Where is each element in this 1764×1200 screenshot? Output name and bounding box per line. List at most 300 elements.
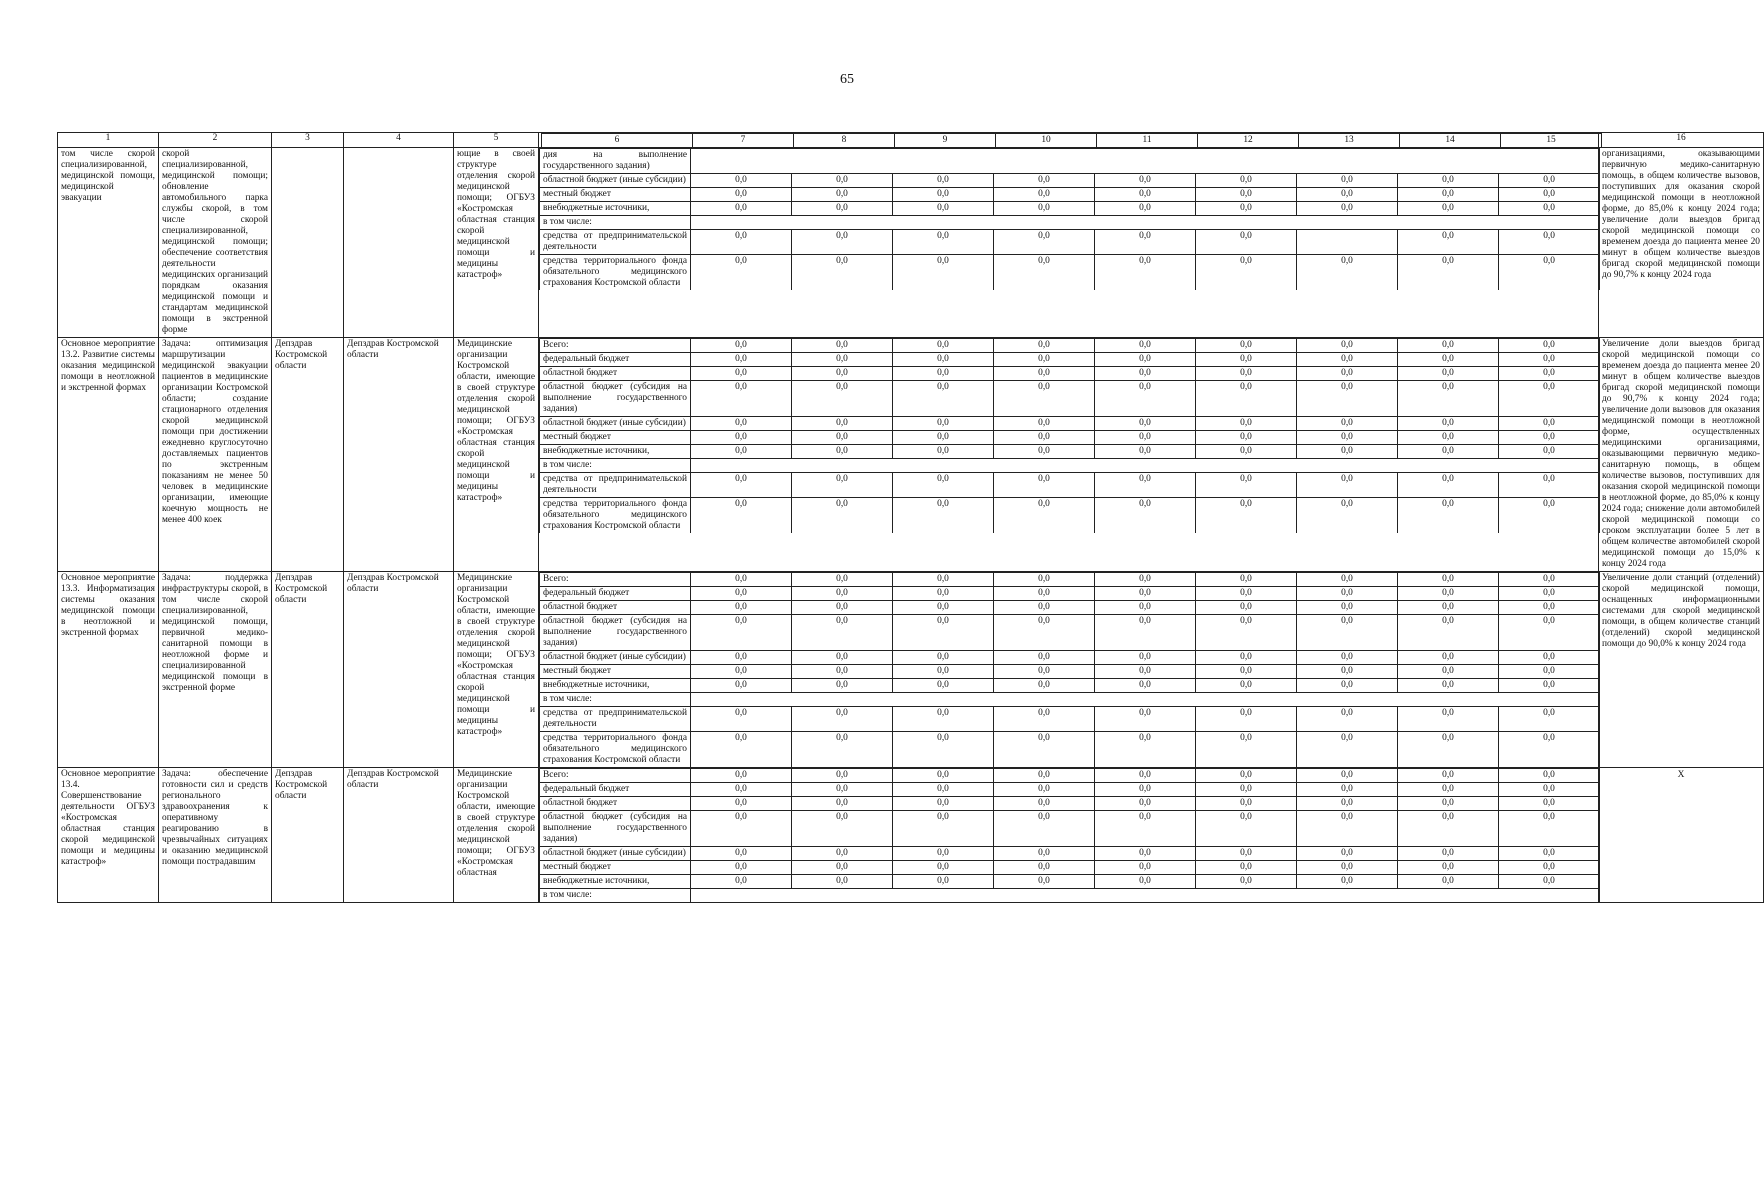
funding-value: 0,0 [994,202,1095,216]
funding-value [1297,230,1398,255]
funding-value: 0,0 [691,732,792,768]
funding-value: 0,0 [1095,861,1196,875]
funding-empty-cell [691,216,1600,230]
funding-value: 0,0 [1398,769,1499,783]
funding-value: 0,0 [893,679,994,693]
funding-source-label: местный бюджет [540,188,691,202]
funding-cell [539,338,1599,572]
funding-value: 0,0 [1499,417,1600,431]
funding-value: 0,0 [994,811,1095,847]
funding-row [540,769,1600,783]
funding-value: 0,0 [1297,769,1398,783]
funding-value: 0,0 [1297,847,1398,861]
funding-value: 0,0 [1499,601,1600,615]
column-number-group [539,133,1599,148]
funding-value: 0,0 [792,573,893,587]
funding-value: 0,0 [893,255,994,291]
funding-row [540,202,1600,216]
funding-value: 0,0 [792,445,893,459]
funding-value: 0,0 [1095,601,1196,615]
funding-value: 0,0 [994,573,1095,587]
funding-row [540,587,1600,601]
funding-value: 0,0 [792,651,893,665]
funding-value: 0,0 [1095,811,1196,847]
funding-value: 0,0 [1297,651,1398,665]
funding-value: 0,0 [1499,875,1600,889]
funding-value: 0,0 [792,797,893,811]
funding-value: 0,0 [1398,339,1499,353]
funding-row [540,797,1600,811]
funding-value: 0,0 [1499,445,1600,459]
measure-name-cell: том числе скорой специализированной, медицинской помощи, медицинской эвакуации [58,148,159,338]
funding-value: 0,0 [1297,707,1398,732]
funding-value: 0,0 [1095,615,1196,651]
funding-source-label: местный бюджет [540,431,691,445]
funding-value: 0,0 [893,707,994,732]
funding-value: 0,0 [691,783,792,797]
funding-value: 0,0 [792,381,893,417]
funding-value: 0,0 [1499,651,1600,665]
funding-value: 0,0 [994,783,1095,797]
funding-value: 0,0 [1499,473,1600,498]
funding-value: 0,0 [792,339,893,353]
funding-value: 0,0 [1398,188,1499,202]
funding-value: 0,0 [1196,445,1297,459]
funding-source-label: местный бюджет [540,861,691,875]
funding-value: 0,0 [1095,367,1196,381]
column-number: 14 [1400,134,1501,148]
funding-value: 0,0 [792,230,893,255]
funding-value: 0,0 [1398,811,1499,847]
funding-source-label: Всего: [540,573,691,587]
funding-value: 0,0 [1297,473,1398,498]
funding-empty-cell [691,149,1600,174]
funding-value: 0,0 [792,601,893,615]
funding-source-label: средства от предпринимательской деятельности [540,230,691,255]
funding-value: 0,0 [1398,255,1499,291]
funding-source-label: в том числе: [540,693,691,707]
funding-value: 0,0 [1095,473,1196,498]
funding-row [540,431,1600,445]
funding-row [540,216,1600,230]
funding-value: 0,0 [691,665,792,679]
funding-source-label: внебюджетные источники, [540,445,691,459]
funding-value: 0,0 [792,783,893,797]
funding-value: 0,0 [691,445,792,459]
column-number: 1 [58,133,159,148]
funding-value: 0,0 [893,381,994,417]
funding-row [540,811,1600,847]
task-cell: скорой специализированной, медицинской помощи; обновление автомобильного парка службы скорой, в том числе скорой специализированной, медицинской помощи; обеспечение соответствия деятельности медицинских организаций порядкам оказания медицинской помощи и стандартам медицинской помощи в экстренной форме [159,148,272,338]
funding-value: 0,0 [691,875,792,889]
funding-value: 0,0 [691,679,792,693]
funding-value: 0,0 [994,498,1095,534]
funding-value: 0,0 [1095,847,1196,861]
funding-value: 0,0 [1196,353,1297,367]
funding-value: 0,0 [994,353,1095,367]
funding-value: 0,0 [994,174,1095,188]
funding-row [540,445,1600,459]
funding-value: 0,0 [1196,861,1297,875]
funding-value: 0,0 [1297,601,1398,615]
funding-source-label: в том числе: [540,459,691,473]
funding-row [540,381,1600,417]
funding-value: 0,0 [1499,783,1600,797]
funding-value: 0,0 [691,707,792,732]
funding-value: 0,0 [1095,732,1196,768]
funding-value: 0,0 [691,587,792,601]
funding-value: 0,0 [792,665,893,679]
funding-value: 0,0 [893,230,994,255]
funding-row [540,339,1600,353]
funding-cell [539,768,1599,903]
funding-value: 0,0 [1398,445,1499,459]
funding-value: 0,0 [1297,587,1398,601]
funding-value: 0,0 [1499,811,1600,847]
funding-value: 0,0 [1196,783,1297,797]
funding-value: 0,0 [994,255,1095,291]
funding-row [540,693,1600,707]
funding-source-label: областной бюджет [540,601,691,615]
funding-table [539,148,1600,290]
funding-table [539,338,1600,533]
funding-value: 0,0 [1095,707,1196,732]
funding-value: 0,0 [1398,202,1499,216]
funding-value: 0,0 [792,498,893,534]
funding-row [540,651,1600,665]
funding-value: 0,0 [1499,861,1600,875]
funding-value: 0,0 [1499,431,1600,445]
funding-value: 0,0 [1398,353,1499,367]
funding-value: 0,0 [893,861,994,875]
funding-value: 0,0 [893,615,994,651]
funding-value: 0,0 [994,732,1095,768]
measure-name-cell: Основное мероприятие 13.3. Информатизация системы оказания медицинской помощи в неотложной и экстренной формах [58,572,159,768]
funding-row [540,707,1600,732]
column-number: 15 [1501,134,1602,148]
funding-source-label: федеральный бюджет [540,783,691,797]
funding-value: 0,0 [994,847,1095,861]
funding-value: 0,0 [994,381,1095,417]
funding-row [540,573,1600,587]
funding-value: 0,0 [691,367,792,381]
coexecutor-cell [344,148,454,338]
funding-value: 0,0 [1499,174,1600,188]
funding-row [540,665,1600,679]
funding-value: 0,0 [1297,875,1398,889]
funding-value: 0,0 [893,174,994,188]
funding-row [540,875,1600,889]
funding-value: 0,0 [1196,587,1297,601]
funding-value: 0,0 [1297,797,1398,811]
funding-value: 0,0 [1196,188,1297,202]
column-number-subtable [541,133,1602,147]
funding-row [540,861,1600,875]
funding-value: 0,0 [691,230,792,255]
column-number: 4 [344,133,454,148]
funding-value: 0,0 [1499,665,1600,679]
funding-value: 0,0 [893,847,994,861]
responsible-cell [272,148,344,338]
funding-row [540,498,1600,534]
funding-value: 0,0 [1297,255,1398,291]
funding-value: 0,0 [792,188,893,202]
funding-value: 0,0 [1297,732,1398,768]
funding-value: 0,0 [792,473,893,498]
column-number: 11 [1097,134,1198,148]
funding-source-label: областной бюджет [540,367,691,381]
funding-value: 0,0 [1297,202,1398,216]
funding-source-label: дия на выполнение государственного задания) [540,149,691,174]
funding-source-label: в том числе: [540,216,691,230]
funding-value: 0,0 [1398,651,1499,665]
funding-value: 0,0 [1095,797,1196,811]
funding-value: 0,0 [792,707,893,732]
funding-value: 0,0 [1196,732,1297,768]
funding-row [540,255,1600,291]
funding-row [540,601,1600,615]
funding-value: 0,0 [1095,587,1196,601]
funding-value: 0,0 [691,255,792,291]
funding-value: 0,0 [792,847,893,861]
task-cell: Задача: оптимизация маршрутизации медицинской эвакуации пациентов в медицинские организации Костромской области; создание стационарного отделения скорой медицинской помощи при достижении ежедневно круглосуточно доставляемых пациентов по экстренным показаниям не менее 50 человек в медицинские организации, имеющие коечную мощность не менее 400 коек [159,338,272,572]
funding-value: 0,0 [1398,679,1499,693]
funding-value: 0,0 [893,473,994,498]
funding-value: 0,0 [1095,174,1196,188]
task-cell: Задача: поддержка инфраструктуры скорой, в том числе скорой специализированной, медицинской помощи, первичной медико-санитарной помощи в неотложной форме и специализированной медицинской помощи в экстренной форме [159,572,272,768]
funding-value: 0,0 [994,431,1095,445]
funding-empty-cell [691,459,1600,473]
funding-value: 0,0 [792,431,893,445]
funding-value: 0,0 [893,601,994,615]
funding-value: 0,0 [1095,202,1196,216]
expected-result-cell: Увеличение доли станций (отделений) скорой медицинской помощи, оснащенных информационными системами для скорой медицинской помощи, в общем количестве станций (отделений) скорой медицинской помощи до 90,0% к концу 2024 года [1599,572,1764,768]
funding-value: 0,0 [1196,202,1297,216]
funding-value: 0,0 [1297,188,1398,202]
funding-row [540,847,1600,861]
funding-value: 0,0 [1398,783,1499,797]
funding-value: 0,0 [893,651,994,665]
funding-value: 0,0 [1196,367,1297,381]
funding-value: 0,0 [1196,230,1297,255]
funding-value: 0,0 [994,665,1095,679]
funding-value: 0,0 [893,573,994,587]
responsible-cell: Депздрав Костромской области [272,768,344,903]
column-number: 2 [159,133,272,148]
funding-value: 0,0 [1499,202,1600,216]
funding-value: 0,0 [1398,417,1499,431]
funding-value: 0,0 [1398,367,1499,381]
coexecutor-cell: Депздрав Костромской области [344,768,454,903]
funding-row [540,188,1600,202]
funding-value: 0,0 [893,498,994,534]
funding-value: 0,0 [1095,381,1196,417]
responsible-cell: Депздрав Костромской области [272,572,344,768]
funding-cell [539,572,1599,768]
funding-value: 0,0 [994,679,1095,693]
funding-value: 0,0 [893,417,994,431]
funding-value: 0,0 [691,431,792,445]
measure-name-cell: Основное мероприятие 13.2. Развитие системы оказания медицинской помощи в неотложной и экстренной формах [58,338,159,572]
funding-value: 0,0 [1499,679,1600,693]
funding-value: 0,0 [691,615,792,651]
measure-row [58,572,1764,768]
funding-source-label: областной бюджет (иные субсидии) [540,174,691,188]
funding-value: 0,0 [1196,665,1297,679]
funding-value: 0,0 [1196,797,1297,811]
funding-value: 0,0 [792,769,893,783]
funding-value: 0,0 [691,353,792,367]
funding-value: 0,0 [1398,861,1499,875]
funding-value: 0,0 [691,651,792,665]
funding-value: 0,0 [1398,573,1499,587]
funding-value: 0,0 [1398,601,1499,615]
funding-value: 0,0 [994,445,1095,459]
funding-value: 0,0 [691,797,792,811]
funding-source-label: областной бюджет (субсидия на выполнение государственного задания) [540,381,691,417]
column-number-row [58,133,1764,148]
measure-row [58,148,1764,338]
expected-result-cell: Увеличение доли выездов бригад скорой медицинской помощи со временем доезда до пациента менее 20 минут в общем количестве выездов бригад скорой медицинской помощи до 90,7% к концу 2024 года; увеличение доли вызовов для оказания медицинской помощи в неотложной форме, осуществленных медицинскими организациями, оказывающими первичную медико-санитарную помощь, в общем количестве вызовов, поступивших для оказания скорой медицинской помощи в неотложной форме, до 85,0% к концу 2024 года; снижение доли автомобилей скорой медицинской помощи со сроком эксплуатации более 5 лет в общем количестве автомобилей скорой медицинской помощи до 15,0% к концу 2024 года [1599,338,1764,572]
funding-value: 0,0 [1297,417,1398,431]
funding-value: 0,0 [1297,615,1398,651]
column-number: 3 [272,133,344,148]
funding-value: 0,0 [1297,783,1398,797]
funding-value: 0,0 [1398,431,1499,445]
funding-value: 0,0 [994,587,1095,601]
funding-value: 0,0 [792,861,893,875]
column-number: 8 [794,134,895,148]
funding-source-label: областной бюджет (субсидия на выполнение государственного задания) [540,811,691,847]
funding-value: 0,0 [792,353,893,367]
funding-value: 0,0 [893,353,994,367]
funding-row [540,367,1600,381]
funding-value: 0,0 [1196,339,1297,353]
funding-value: 0,0 [893,811,994,847]
funding-value: 0,0 [1499,230,1600,255]
funding-value: 0,0 [1196,679,1297,693]
funding-value: 0,0 [1398,230,1499,255]
funding-value: 0,0 [1297,811,1398,847]
funding-source-label: областной бюджет (субсидия на выполнение государственного задания) [540,615,691,651]
funding-value: 0,0 [994,615,1095,651]
funding-value: 0,0 [1297,367,1398,381]
funding-value: 0,0 [1196,615,1297,651]
funding-source-label: областной бюджет (иные субсидии) [540,847,691,861]
funding-value: 0,0 [1499,732,1600,768]
funding-value: 0,0 [893,665,994,679]
funding-value: 0,0 [893,188,994,202]
funding-value: 0,0 [1196,381,1297,417]
funding-value: 0,0 [691,174,792,188]
funding-value: 0,0 [792,174,893,188]
funding-value: 0,0 [994,707,1095,732]
funding-row [540,149,1600,174]
funding-value: 0,0 [1499,353,1600,367]
funding-value: 0,0 [994,188,1095,202]
funding-value: 0,0 [691,188,792,202]
funding-source-label: Всего: [540,769,691,783]
funding-value: 0,0 [792,732,893,768]
funding-value: 0,0 [994,651,1095,665]
funding-row [540,732,1600,768]
funding-value: 0,0 [1398,615,1499,651]
measure-row [58,338,1764,572]
funding-source-label: областной бюджет (иные субсидии) [540,651,691,665]
funding-value: 0,0 [1095,353,1196,367]
measure-row [58,768,1764,903]
funding-value: 0,0 [691,339,792,353]
funding-value: 0,0 [893,202,994,216]
participants-cell: ющие в своей структуре отделения скорой медицинской помощи; ОГБУЗ «Костромская областная станция скорой медицинской помощи и медицины катастроф» [454,148,539,338]
funding-value: 0,0 [1297,445,1398,459]
funding-value: 0,0 [1398,381,1499,417]
column-number: 9 [895,134,996,148]
funding-value: 0,0 [691,498,792,534]
task-cell: Задача: обеспечение готовности сил и средств регионального здравоохранения к оперативному реагированию в чрезвычайных ситуациях и оказанию медицинской помощи пострадавшим [159,768,272,903]
funding-value: 0,0 [1196,573,1297,587]
funding-value: 0,0 [1297,573,1398,587]
funding-source-label: Всего: [540,339,691,353]
funding-value: 0,0 [994,367,1095,381]
coexecutor-cell: Депздрав Костромской области [344,338,454,572]
funding-value: 0,0 [893,797,994,811]
funding-source-label: областной бюджет [540,797,691,811]
funding-value: 0,0 [1499,769,1600,783]
funding-value: 0,0 [1095,230,1196,255]
funding-value: 0,0 [1297,339,1398,353]
funding-value: 0,0 [1499,587,1600,601]
funding-value: 0,0 [691,847,792,861]
funding-empty-cell [691,693,1600,707]
funding-value: 0,0 [1499,573,1600,587]
funding-value: 0,0 [1499,367,1600,381]
participants-cell: Медицинские организации Костромской области, имеющие в своей структуре отделения скорой медицинской помощи; ОГБУЗ «Костромская областная станция скорой медицинской помощи и медицины катастроф» [454,572,539,768]
funding-value: 0,0 [1297,665,1398,679]
funding-value: 0,0 [792,615,893,651]
column-number: 12 [1198,134,1299,148]
funding-row [540,783,1600,797]
funding-value: 0,0 [792,202,893,216]
measure-name-cell: Основное мероприятие 13.4. Совершенствование деятельности ОГБУЗ «Костромская областная станция скорой медицинской помощи и медицины катастроф» [58,768,159,903]
funding-value: 0,0 [1196,811,1297,847]
funding-row [540,459,1600,473]
funding-value: 0,0 [994,875,1095,889]
funding-value: 0,0 [1196,601,1297,615]
funding-value: 0,0 [1398,707,1499,732]
funding-value: 0,0 [1196,174,1297,188]
funding-source-label: внебюджетные источники, [540,875,691,889]
funding-value: 0,0 [994,417,1095,431]
funding-value: 0,0 [893,431,994,445]
funding-value: 0,0 [1398,847,1499,861]
funding-value: 0,0 [691,202,792,216]
funding-value: 0,0 [1297,679,1398,693]
funding-value: 0,0 [1095,875,1196,889]
expected-result-cell: организациями, оказывающими первичную медико-санитарную помощь, в общем количестве вызовов, поступивших для оказания скорой медицинской помощи в неотложной форме, до 85,0% к концу 2024 года; увеличение доли выездов бригад скорой медицинской помощи со временем доезда до пациента менее 20 минут в общем количестве выездов бригад скорой медицинской помощи до 90,7% к концу 2024 года [1599,148,1764,338]
expected-result-cell: Х [1599,768,1764,903]
funding-value: 0,0 [1499,847,1600,861]
funding-value: 0,0 [1095,255,1196,291]
funding-source-label: средства территориального фонда обязательного медицинского страхования Костромской области [540,732,691,768]
funding-source-label: внебюджетные источники, [540,679,691,693]
funding-value: 0,0 [1297,381,1398,417]
funding-value: 0,0 [1095,651,1196,665]
funding-value: 0,0 [893,445,994,459]
funding-value: 0,0 [792,367,893,381]
funding-value: 0,0 [994,601,1095,615]
funding-source-label: средства от предпринимательской деятельности [540,473,691,498]
